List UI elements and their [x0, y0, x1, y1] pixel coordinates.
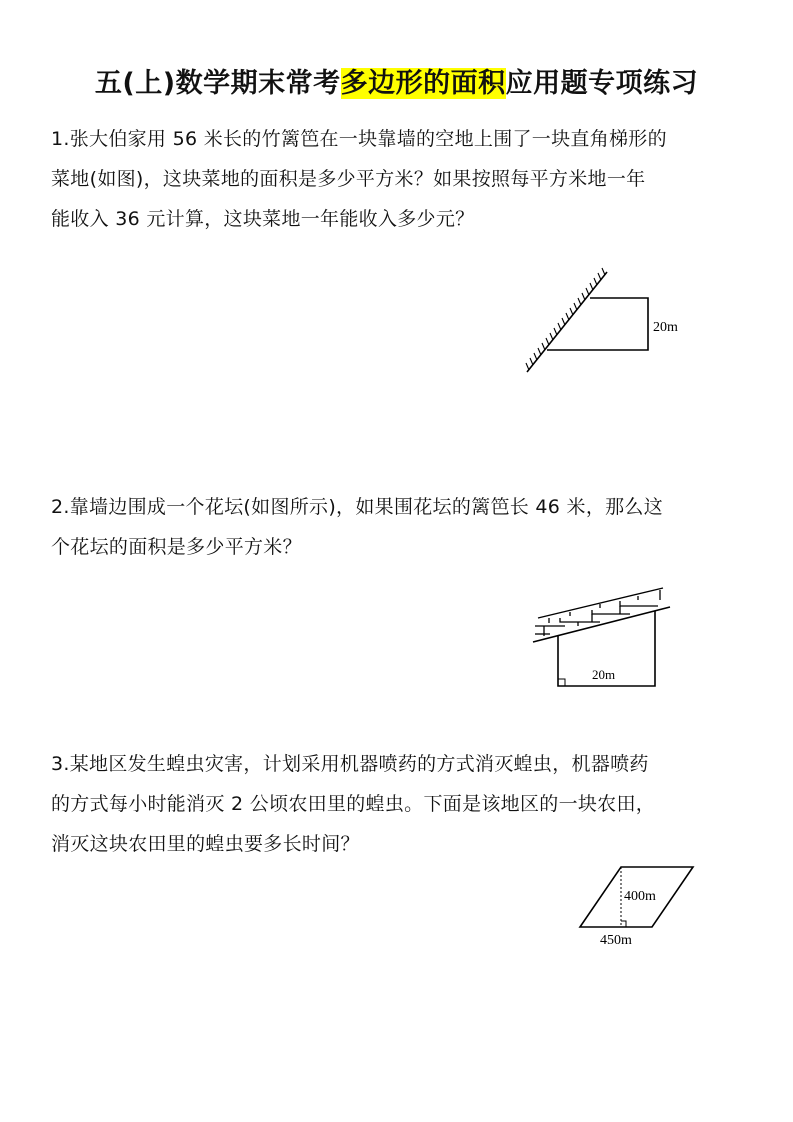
title-prefix: 五(上)数学期末常考 [94, 68, 341, 99]
question-1-line-3: 能收入 36 元计算，这块菜地一年能收入多少元？ [51, 208, 475, 230]
figure-3-base-label: 450m [600, 933, 632, 948]
page-title [0, 64, 793, 104]
question-3-line-1: 3.某地区发生蝗虫灾害，计划采用机器喷药的方式消灭蝗虫，机器喷药 [51, 753, 649, 775]
question-3-line-2: 的方式每小时能消灭 2 公顷农田里的蝗虫。下面是该地区的一块农田， [51, 793, 656, 815]
figure-1-label: 20m [653, 320, 678, 335]
question-1 [51, 119, 741, 239]
question-3 [51, 744, 741, 864]
question-2 [51, 487, 741, 567]
figure-3-height-label: 400m [624, 889, 656, 904]
title-suffix: 应用题专项练习 [505, 68, 699, 99]
figure-2-flowerbed [530, 578, 680, 693]
figure-1-trapezoid [515, 260, 695, 380]
title-highlight: 多边形的面积 [340, 68, 506, 99]
question-2-line-2: 个花坛的面积是多少平方米？ [51, 536, 302, 558]
question-2-line-1: 2.靠墙边围成一个花坛(如图所示)，如果围花坛的篱笆长 46 米，那么这 [51, 496, 664, 518]
figure-2-label: 20m [592, 667, 616, 682]
question-1-line-1: 1.张大伯家用 56 米长的竹篱笆在一块靠墙的空地上围了一块直角梯形的 [51, 128, 667, 150]
figure-3-parallelogram [570, 855, 700, 950]
question-3-line-3: 消灭这块农田里的蝗虫要多长时间？ [51, 833, 360, 855]
question-1-line-2: 菜地(如图)，这块菜地的面积是多少平方米？如果按照每平方米地一年 [51, 168, 646, 190]
